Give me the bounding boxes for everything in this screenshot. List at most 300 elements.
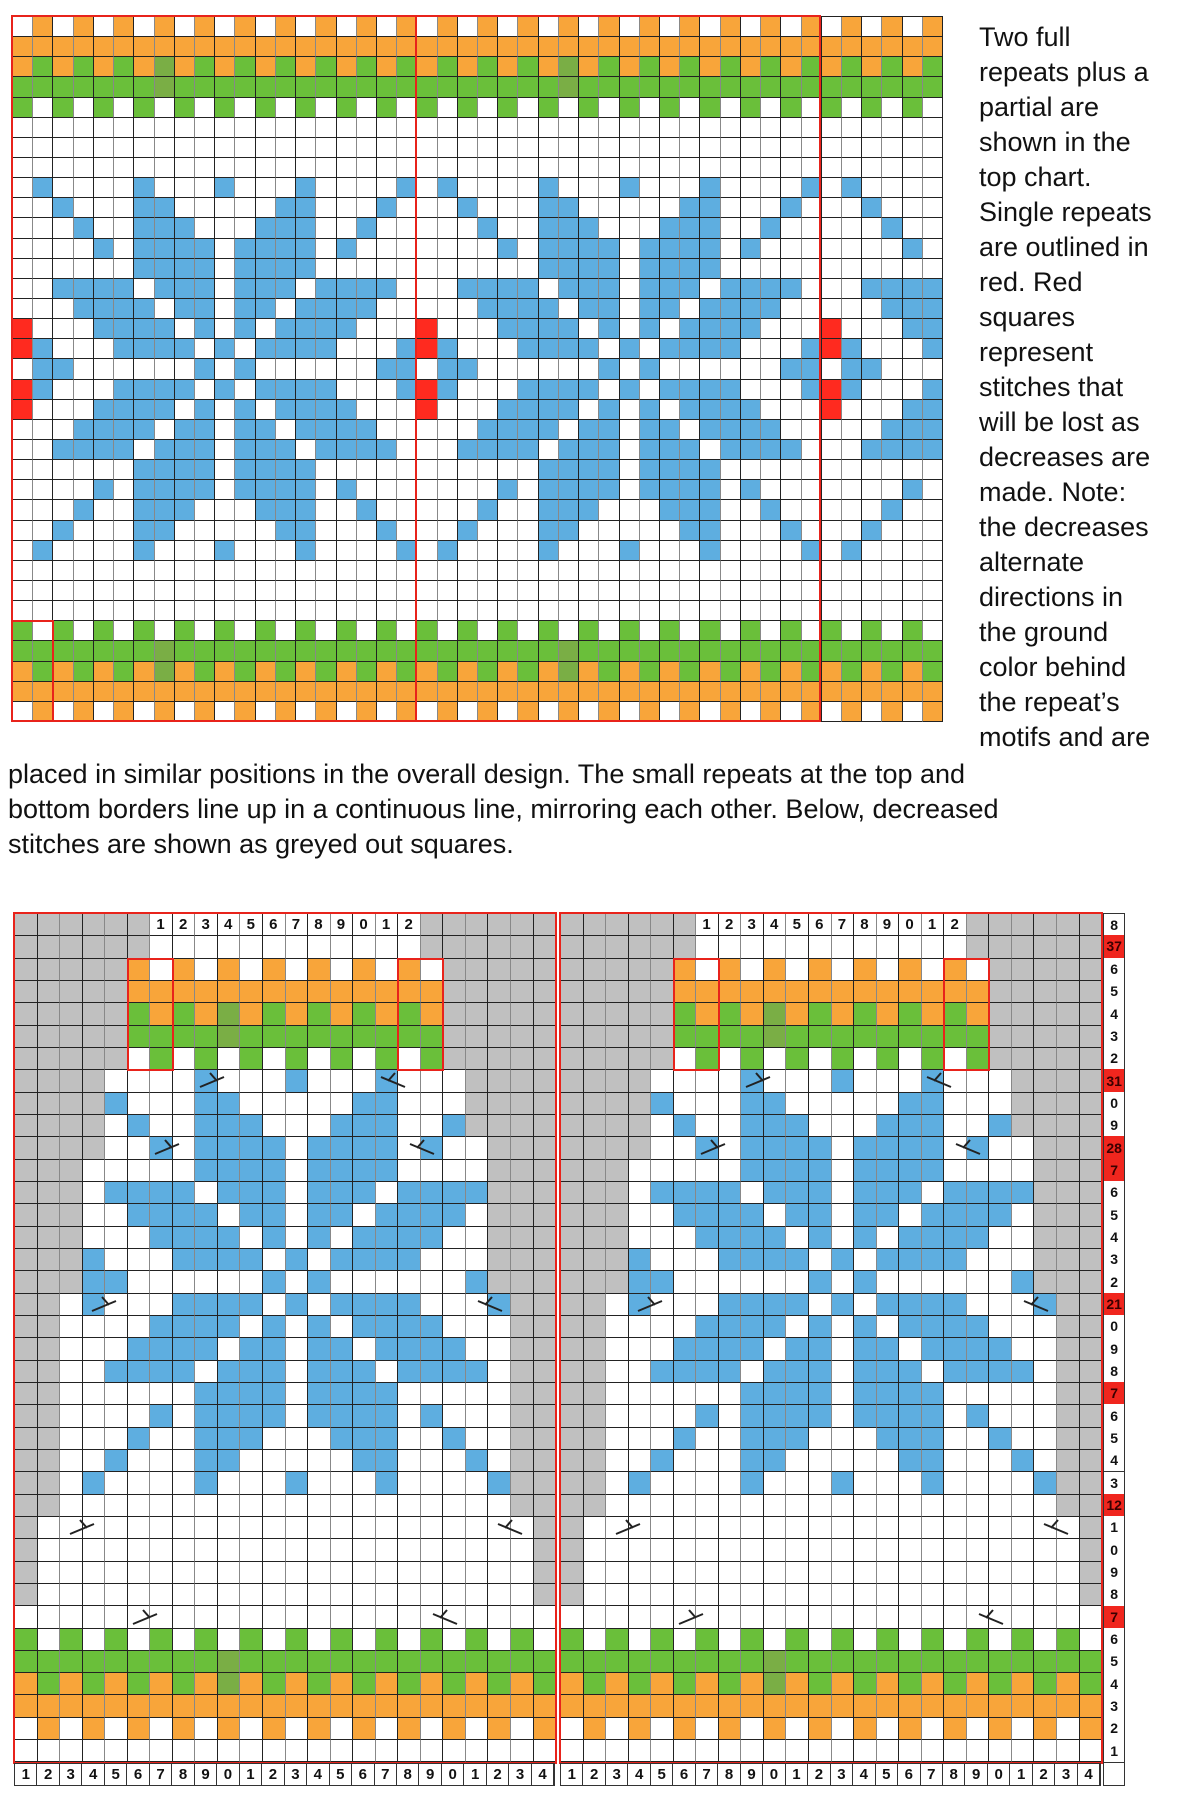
stitch-cell	[1057, 1316, 1080, 1338]
stitch-cell	[629, 1718, 652, 1740]
decrease-chart-grid	[14, 913, 556, 1762]
stitch-cell	[256, 601, 276, 621]
stitch-cell	[719, 1562, 742, 1584]
stitch-cell	[899, 1383, 922, 1405]
stitch-cell	[944, 1718, 967, 1740]
stitch-cell	[518, 500, 538, 520]
stitch-cell	[13, 521, 33, 541]
stitch-cell	[38, 1160, 61, 1182]
stitch-cell	[398, 1495, 421, 1517]
stitch-cell	[175, 339, 195, 359]
stitch-cell	[235, 500, 255, 520]
stitch-cell	[195, 480, 215, 500]
stitch-cell	[195, 1204, 218, 1226]
stitch-cell	[561, 1405, 584, 1427]
stitch-cell	[15, 1137, 38, 1159]
stitch-cell	[421, 1562, 444, 1584]
stitch-cell	[660, 561, 680, 581]
stitch-cell	[832, 1606, 855, 1628]
stitch-cell	[561, 1428, 584, 1450]
stitch-cell	[443, 1383, 466, 1405]
stitch-cell	[240, 1718, 263, 1740]
stitch-cell	[417, 400, 437, 420]
stitch-cell	[903, 138, 923, 158]
stitch-cell	[218, 1316, 241, 1338]
stitch-cell	[680, 500, 700, 520]
stitch-cell	[561, 1472, 584, 1494]
stitch-cell	[33, 37, 53, 57]
stitch-cell	[173, 1093, 196, 1115]
stitch-cell	[15, 1629, 38, 1651]
stitch-cell	[660, 299, 680, 319]
stitch-cell	[559, 339, 579, 359]
stitch-cell	[377, 239, 397, 259]
stitch-cell	[155, 279, 175, 299]
stitch-cell	[854, 1316, 877, 1338]
stitch-cell	[195, 319, 215, 339]
stitch-cell	[1012, 1003, 1035, 1025]
stitch-cell	[83, 1695, 106, 1717]
stitch-cell	[696, 1182, 719, 1204]
stitch-cell	[1034, 959, 1057, 981]
stitch-cell	[967, 1271, 990, 1293]
stitch-cell	[276, 480, 296, 500]
stitch-cell	[478, 218, 498, 238]
stitch-cell	[640, 17, 660, 37]
stitch-cell	[397, 178, 417, 198]
stitch-cell	[877, 1517, 900, 1539]
stitch-cell	[854, 1070, 877, 1092]
stitch-cell	[781, 561, 801, 581]
stitch-cell	[719, 1316, 742, 1338]
stitch-cell	[518, 319, 538, 339]
stitch-cell	[511, 1070, 534, 1092]
stitch-cell	[337, 521, 357, 541]
stitch-cell	[674, 1428, 697, 1450]
stitch-cell	[376, 1562, 399, 1584]
stitch-cell	[478, 178, 498, 198]
stitch-cell	[786, 1450, 809, 1472]
stitch-cell	[899, 1651, 922, 1673]
stitch-cell	[584, 1115, 607, 1137]
stitch-cell	[357, 440, 377, 460]
stitch-cell	[741, 1405, 764, 1427]
stitch-cell	[761, 239, 781, 259]
stitch-cell	[195, 621, 215, 641]
stitch-cell	[620, 239, 640, 259]
stitch-cell	[651, 1450, 674, 1472]
stitch-number: 5	[105, 1764, 127, 1785]
stitch-cell	[651, 1271, 674, 1293]
stitch-cell	[397, 641, 417, 661]
stitch-cell	[967, 936, 990, 958]
stitch-cell	[466, 1539, 489, 1561]
stitch-cell	[584, 1673, 607, 1695]
stitch-cell	[256, 98, 276, 118]
stitch-cell	[719, 936, 742, 958]
stitch-cell	[680, 17, 700, 37]
stitch-cell	[353, 1584, 376, 1606]
stitch-cell	[1034, 1450, 1057, 1472]
stitch-cell	[94, 118, 114, 138]
stitch-cell	[944, 1584, 967, 1606]
stitch-cell	[764, 1137, 787, 1159]
stitch-cell	[337, 118, 357, 138]
stitch-cell	[781, 57, 801, 77]
stitch-cell	[584, 1539, 607, 1561]
stitch-cell	[944, 936, 967, 958]
stitch-cell	[822, 259, 842, 279]
stitch-cell	[741, 1695, 764, 1717]
stitch-cell	[417, 359, 437, 379]
stitch-cell	[421, 1137, 444, 1159]
stitch-cell	[620, 178, 640, 198]
stitch-cell	[832, 1740, 855, 1762]
stitch-cell	[38, 1562, 61, 1584]
stitch-cell	[842, 541, 862, 561]
stitch-cell	[923, 682, 943, 702]
stitch-cell	[721, 118, 741, 138]
stitch-cell	[13, 601, 33, 621]
stitch-cell	[899, 1026, 922, 1048]
stitch-cell	[741, 1584, 764, 1606]
stitch-cell	[721, 440, 741, 460]
stitch-cell	[458, 218, 478, 238]
stitch-cell	[195, 601, 215, 621]
stitch-cell	[967, 1472, 990, 1494]
stitch-cell	[421, 1070, 444, 1092]
stitch-cell	[488, 1182, 511, 1204]
stitch-cell	[105, 1048, 128, 1070]
stitch-cell	[511, 1115, 534, 1137]
stitch-cell	[579, 259, 599, 279]
stitch-cell	[376, 1651, 399, 1673]
stitch-cell	[53, 218, 73, 238]
stitch-cell	[719, 1182, 742, 1204]
stitch-cell	[15, 1539, 38, 1561]
stitch-cell	[337, 662, 357, 682]
stitch-cell	[173, 1673, 196, 1695]
stitch-cell	[1034, 981, 1057, 1003]
stitch-cell	[842, 500, 862, 520]
stitch-cell	[854, 1249, 877, 1271]
stitch-cell	[561, 1048, 584, 1070]
stitch-cell	[721, 178, 741, 198]
stitch-cell	[155, 581, 175, 601]
stitch-cell	[809, 1539, 832, 1561]
stitch-cell	[134, 621, 154, 641]
stitch-cell	[696, 1338, 719, 1360]
stitch-cell	[809, 1137, 832, 1159]
stitch-cell	[764, 1338, 787, 1360]
stitch-cell	[498, 259, 518, 279]
stitch-cell	[195, 460, 215, 480]
stitch-cell	[877, 1606, 900, 1628]
stitch-cell	[337, 420, 357, 440]
stitch-cell	[696, 936, 719, 958]
stitch-cell	[660, 319, 680, 339]
stitch-cell	[629, 1003, 652, 1025]
stitch-number: 3	[509, 1764, 531, 1785]
stitch-number: 3	[747, 915, 756, 933]
stitch-cell	[235, 37, 255, 57]
stitch-cell	[195, 521, 215, 541]
stitch-cell	[240, 1606, 263, 1628]
stitch-cell	[376, 936, 399, 958]
stitch-cell	[443, 914, 466, 936]
stitch-cell	[764, 1495, 787, 1517]
stitch-cell	[215, 138, 235, 158]
stitch-cell	[903, 198, 923, 218]
stitch-cell	[877, 1405, 900, 1427]
stitch-cell	[175, 561, 195, 581]
stitch-cell	[443, 1070, 466, 1092]
stitch-cell	[640, 259, 660, 279]
stitch-cell	[173, 1495, 196, 1517]
stitch-cell	[438, 339, 458, 359]
stitch-cell	[397, 17, 417, 37]
stitch-cell	[1012, 1718, 1035, 1740]
stitch-cell	[94, 380, 114, 400]
stitch-cell	[606, 1249, 629, 1271]
row-number: 3	[1103, 1472, 1125, 1495]
stitch-cell	[629, 1137, 652, 1159]
stitch-cell	[967, 914, 990, 936]
stitch-cell	[1012, 1115, 1035, 1137]
stitch-cell	[700, 662, 720, 682]
stitch-cell	[195, 682, 215, 702]
stitch-cell	[967, 1695, 990, 1717]
stitch-cell	[443, 1294, 466, 1316]
stitch-cell	[518, 77, 538, 97]
row-number: 4	[1103, 1449, 1125, 1472]
stitch-cell	[443, 1137, 466, 1159]
stitch-cell	[60, 1271, 83, 1293]
stitch-cell	[700, 57, 720, 77]
stitch-cell	[33, 178, 53, 198]
stitch-cell	[377, 440, 397, 460]
stitch-cell	[13, 682, 33, 702]
stitch-cell	[308, 1160, 331, 1182]
stitch-cell	[967, 1428, 990, 1450]
stitch-cell	[286, 1003, 309, 1025]
stitch-cell	[308, 1271, 331, 1293]
stitch-cell	[877, 1673, 900, 1695]
stitch-cell	[854, 1182, 877, 1204]
stitch-cell	[195, 77, 215, 97]
stitch-cell	[357, 158, 377, 178]
stitch-cell	[877, 1495, 900, 1517]
stitch-cell	[786, 1026, 809, 1048]
stitch-cell	[680, 259, 700, 279]
stitch-cell	[74, 339, 94, 359]
stitch-cell	[620, 420, 640, 440]
stitch-cell	[944, 1316, 967, 1338]
stitch-cell	[511, 1182, 534, 1204]
stitch-cell	[579, 138, 599, 158]
stitch-cell	[989, 1182, 1012, 1204]
stitch-cell	[599, 77, 619, 97]
stitch-cell	[478, 359, 498, 379]
stitch-cell	[761, 259, 781, 279]
stitch-cell	[764, 1227, 787, 1249]
stitch-cell	[397, 339, 417, 359]
stitch-cell	[33, 57, 53, 77]
stitch-cell	[802, 662, 822, 682]
stitch-cell	[764, 1562, 787, 1584]
stitch-cell	[561, 914, 584, 936]
stitch-cell	[899, 1450, 922, 1472]
stitch-cell	[802, 178, 822, 198]
stitch-cell	[240, 1740, 263, 1762]
stitch-cell	[700, 299, 720, 319]
stitch-cell	[458, 682, 478, 702]
stitch-cell	[761, 359, 781, 379]
stitch-cell	[809, 1070, 832, 1092]
stitch-cell	[680, 662, 700, 682]
stitch-cell	[651, 914, 674, 936]
stitch-cell	[15, 1428, 38, 1450]
stitch-cell	[478, 500, 498, 520]
stitch-cell	[218, 1271, 241, 1293]
stitch-cell	[640, 178, 660, 198]
stitch-cell	[331, 1026, 354, 1048]
stitch-cell	[584, 1160, 607, 1182]
stitch-cell	[128, 1495, 151, 1517]
row-number: 21	[1103, 1293, 1125, 1316]
stitch-cell	[478, 480, 498, 500]
stitch-cell	[488, 1048, 511, 1070]
stitch-cell	[94, 440, 114, 460]
stitch-cell	[944, 1517, 967, 1539]
stitch-cell	[296, 178, 316, 198]
stitch-cell	[421, 1450, 444, 1472]
stitch-cell	[263, 1740, 286, 1762]
stitch-cell	[353, 981, 376, 1003]
stitch-cell	[458, 17, 478, 37]
stitch-cell	[105, 1740, 128, 1762]
stitch-cell	[606, 1316, 629, 1338]
stitch-cell	[175, 702, 195, 722]
stitch-cell	[337, 77, 357, 97]
stitch-cell	[944, 1450, 967, 1472]
stitch-cell	[822, 279, 842, 299]
stitch-cell	[256, 521, 276, 541]
stitch-cell	[719, 1584, 742, 1606]
stitch-cell	[53, 138, 73, 158]
stitch-number: 8	[718, 1764, 740, 1785]
stitch-cell	[700, 561, 720, 581]
stitch-cell	[74, 279, 94, 299]
row-number: 2	[1103, 1270, 1125, 1293]
stitch-cell	[989, 1093, 1012, 1115]
stitch-cell	[721, 98, 741, 118]
stitch-cell	[134, 239, 154, 259]
stitch-cell	[195, 1160, 218, 1182]
stitch-cell	[377, 521, 397, 541]
stitch-cell	[660, 158, 680, 178]
stitch-cell	[316, 601, 336, 621]
stitch-cell	[539, 500, 559, 520]
stitch-cell	[680, 37, 700, 57]
stitch-cell	[882, 641, 902, 661]
stitch-cell	[155, 37, 175, 57]
stitch-cell	[74, 198, 94, 218]
stitch-cell	[640, 561, 660, 581]
stitch-cell	[620, 581, 640, 601]
stitch-cell	[842, 621, 862, 641]
stitch-cell	[398, 1718, 421, 1740]
stitch-cell	[38, 1271, 61, 1293]
stitch-cell	[337, 460, 357, 480]
stitch-cell	[13, 77, 33, 97]
stitch-cell	[923, 521, 943, 541]
stitch-cell	[700, 480, 720, 500]
stitch-cell	[802, 420, 822, 440]
stitch-number: 8	[314, 915, 323, 933]
stitch-cell	[218, 1070, 241, 1092]
stitch-cell	[466, 1003, 489, 1025]
stitch-cell	[357, 218, 377, 238]
stitch-cell	[316, 359, 336, 379]
stitch-cell	[155, 239, 175, 259]
stitch-cell	[397, 460, 417, 480]
stitch-cell	[1080, 1182, 1103, 1204]
stitch-cell	[458, 319, 478, 339]
stitch-cell	[842, 299, 862, 319]
stitch-cell	[579, 198, 599, 218]
stitch-cell	[903, 480, 923, 500]
row-number: 2	[1103, 1047, 1125, 1070]
stitch-cell	[944, 1093, 967, 1115]
stitch-cell	[94, 218, 114, 238]
stitch-cell	[903, 77, 923, 97]
stitch-cell	[417, 440, 437, 460]
stitch-number-row	[560, 1763, 1101, 1786]
stitch-cell	[741, 581, 761, 601]
stitch-cell	[488, 1428, 511, 1450]
stitch-cell	[1057, 1740, 1080, 1762]
stitch-cell	[599, 57, 619, 77]
stitch-cell	[539, 118, 559, 138]
stitch-cell	[308, 1227, 331, 1249]
stitch-cell	[134, 601, 154, 621]
stitch-cell	[353, 1539, 376, 1561]
stitch-cell	[761, 601, 781, 621]
stitch-cell	[822, 118, 842, 138]
stitch-cell	[822, 178, 842, 198]
stitch-cell	[33, 98, 53, 118]
stitch-cell	[53, 601, 73, 621]
stitch-cell	[488, 1271, 511, 1293]
stitch-cell	[674, 1048, 697, 1070]
stitch-cell	[105, 936, 128, 958]
stitch-cell	[150, 1584, 173, 1606]
stitch-cell	[498, 138, 518, 158]
stitch-cell	[60, 1629, 83, 1651]
stitch-cell	[599, 359, 619, 379]
stitch-cell	[882, 420, 902, 440]
row-number: 9	[1103, 1561, 1125, 1584]
stitch-cell	[809, 981, 832, 1003]
stitch-cell	[629, 1316, 652, 1338]
stitch-cell	[417, 682, 437, 702]
stitch-cell	[286, 1562, 309, 1584]
stitch-cell	[882, 440, 902, 460]
stitch-cell	[660, 662, 680, 682]
stitch-cell	[218, 1472, 241, 1494]
stitch-cell	[377, 218, 397, 238]
